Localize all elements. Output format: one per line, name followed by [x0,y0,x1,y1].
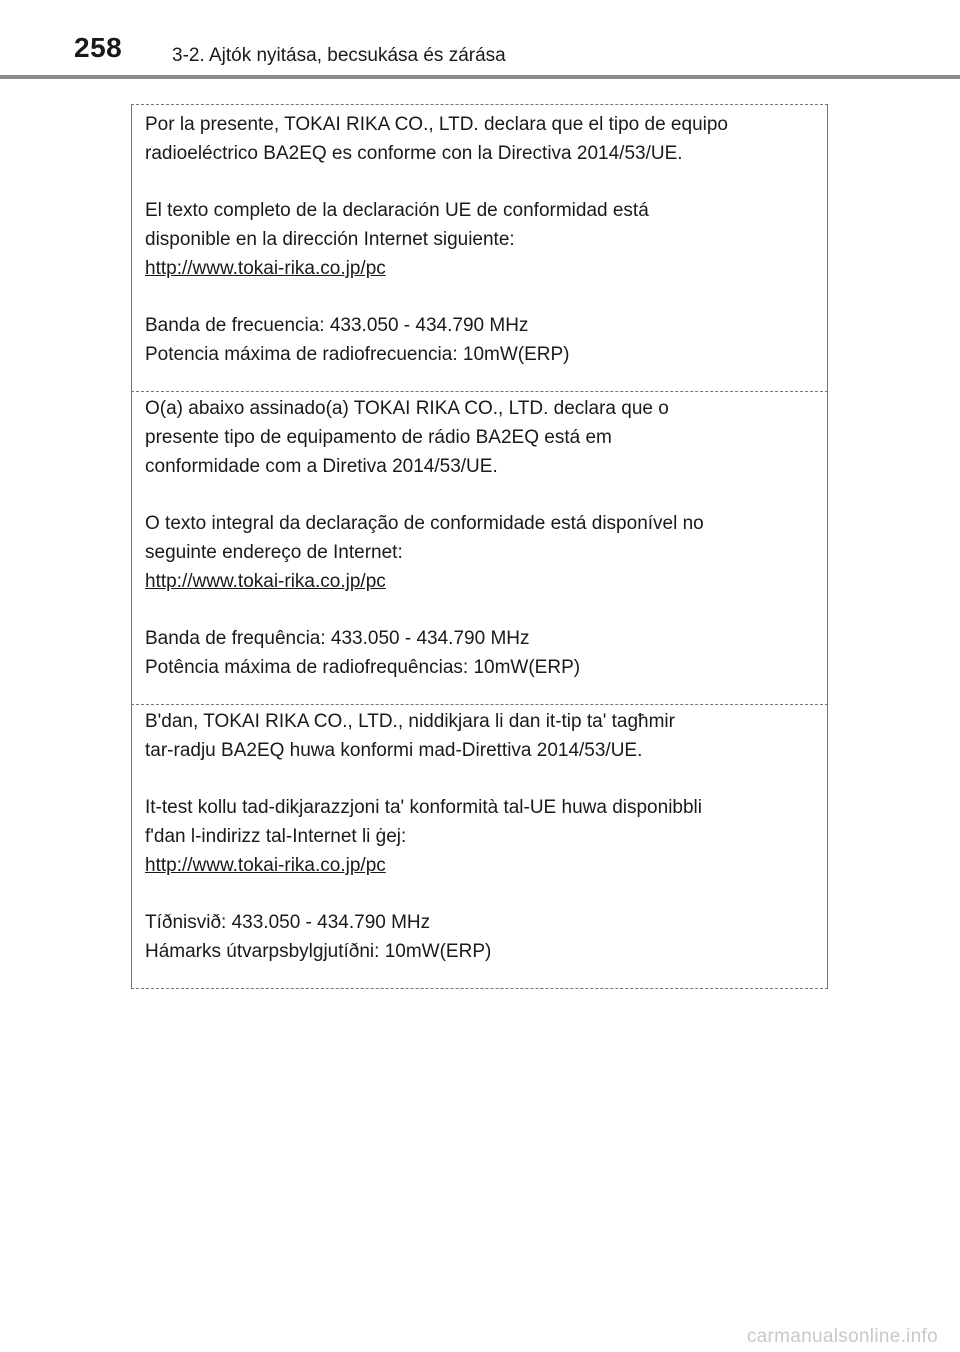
declaration-section-spanish [145,110,790,369]
max-power: Potência máxima de radiofrequências: 10mW(ERP) [145,657,581,678]
declaration-url-link[interactable]: http://www.tokai-rika.co.jp/pc [145,571,386,592]
declaration-line: Por la presente, TOKAI RIKA CO., LTD. declara que el tipo de equipo [145,114,728,135]
declaration-url-link[interactable]: http://www.tokai-rika.co.jp/pc [145,258,386,279]
frequency-band: Banda de frecuencia: 433.050 - 434.790 MHz [145,315,529,336]
declaration-line: tar-radju BA2EQ huwa konformi mad-Direttiva 2014/53/UE. [145,740,643,761]
full-text-line: seguinte endereço de Internet: [145,542,403,563]
header-rule [0,75,960,79]
section-divider-2 [131,704,828,705]
declaration-line: presente tipo de equipamento de rádio BA2EQ está em [145,427,612,448]
section-divider-1 [131,391,828,392]
max-power: Potencia máxima de radiofrecuencia: 10mW(ERP) [145,344,570,365]
frequency-band: Banda de frequência: 433.050 - 434.790 MHz [145,628,530,649]
full-text-line: O texto integral da declaração de conformidade está disponível no [145,513,704,534]
full-text-line: f'dan l-indirizz tal-Internet li ġej: [145,826,407,847]
declaration-section-maltese [145,707,790,966]
page-number: 258 [74,32,123,63]
full-text-line: El texto completo de la declaración UE de conformidad está [145,200,649,221]
max-power: Hámarks útvarpsbylgjutíðni: 10mW(ERP) [145,941,492,962]
declaration-url-link[interactable]: http://www.tokai-rika.co.jp/pc [145,855,386,876]
frequency-band: Tíðnisvið: 433.050 - 434.790 MHz [145,912,431,933]
declaration-line: O(a) abaixo assinado(a) TOKAI RIKA CO., LTD. declara que o [145,398,669,419]
box-top-border [131,104,828,105]
box-bottom-border [131,988,828,989]
full-text-line: It-test kollu tad-dikjarazzjoni ta' konformità tal-UE huwa disponibbli [145,797,702,818]
chapter-title: 3-2. Ajtók nyitása, becsukása és zárása [172,45,506,66]
watermark-text: carmanualsonline.info [746,1326,938,1347]
full-text-line: disponible en la dirección Internet siguiente: [145,229,515,250]
declaration-section-portuguese [145,394,790,682]
declaration-line: radioeléctrico BA2EQ es conforme con la Directiva 2014/53/UE. [145,143,683,164]
page-header [0,0,960,80]
declaration-line: conformidade com a Diretiva 2014/53/UE. [145,456,498,477]
declaration-line: B'dan, TOKAI RIKA CO., LTD., niddikjara li dan it-tip ta' tagħmir [145,711,675,732]
